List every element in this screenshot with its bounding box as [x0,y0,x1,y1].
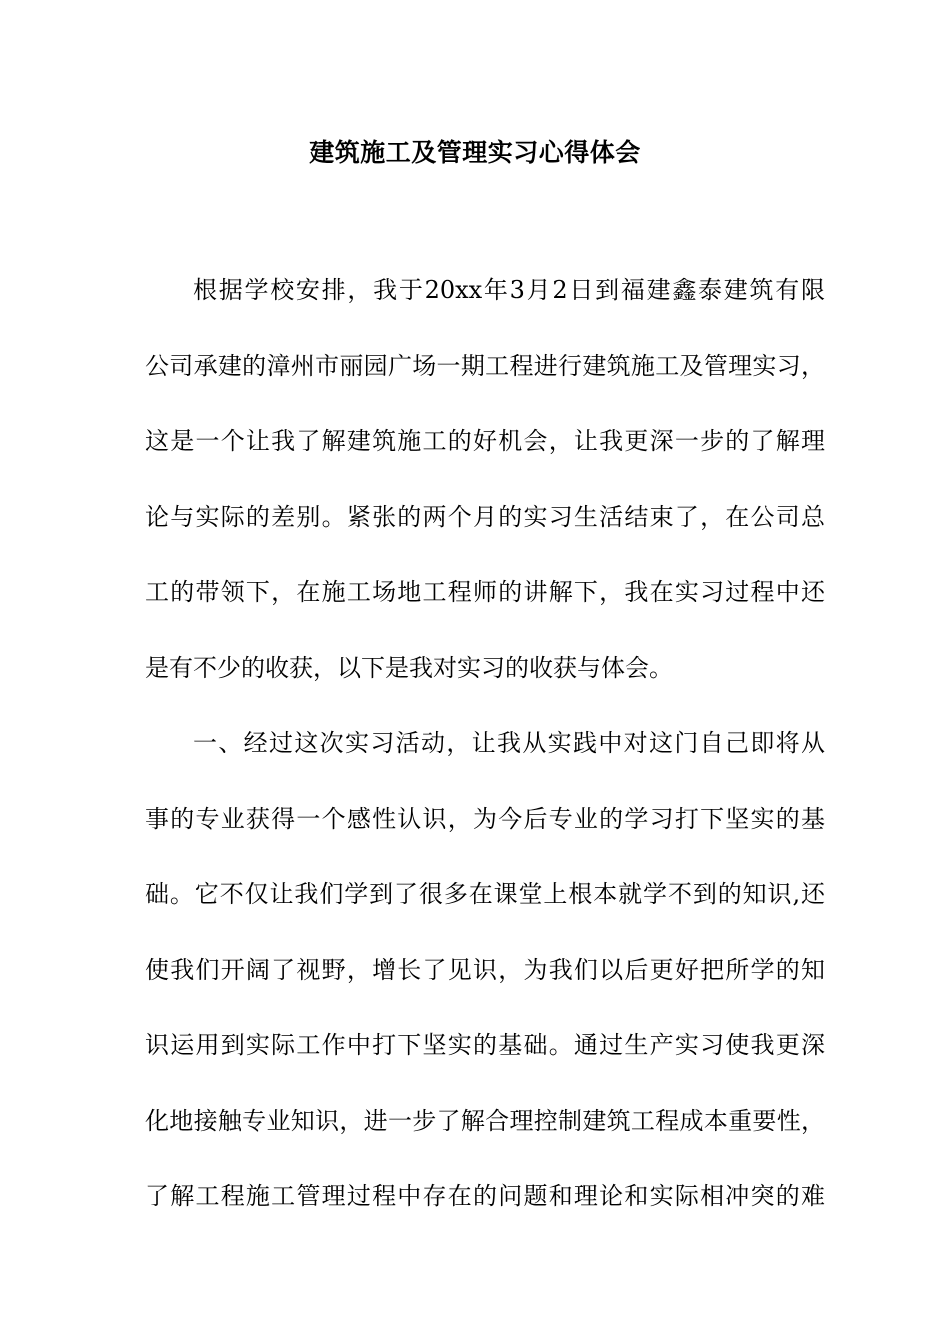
paragraph-line: 这是一个让我了解建筑施工的好机会，让我更深一步的了解理 [145,427,825,455]
paragraph-line: 使我们开阔了视野，增长了见识，为我们以后更好把所学的知 [145,955,825,984]
paragraph-line: 识运用到实际工作中打下坚实的基础。通过生产实习使我更深 [145,1031,825,1059]
paragraph-line: 础。它不仅让我们学到了很多在课堂上根本就学不到的知识,还 [145,880,825,908]
paragraph-line: 论与实际的差别。紧张的两个月的实习生活结束了，在公司总 [145,502,825,531]
document-body [145,253,825,1235]
paragraph-line: 化地接触专业知识，进一步了解合理控制建筑工程成本重要性， [145,1106,825,1135]
paragraph-line: 了解工程施工管理过程中存在的问题和理论和实际相冲突的难 [145,1182,825,1210]
paragraph-line: 是有不少的收获，以下是我对实习的收获与体会。 [145,653,673,682]
paragraph-line: 根据学校安排，我于20xx年3月2日到福建鑫泰建筑有限 [193,276,825,304]
paragraph-line: 一、经过这次实习活动，让我从实践中对这门自己即将从 [193,729,825,757]
paragraph-line: 事的专业获得一个感性认识，为今后专业的学习打下坚实的基 [145,804,825,833]
paragraph-line: 公司承建的漳州市丽园广场一期工程进行建筑施工及管理实习， [145,351,825,380]
paragraph-line: 工的带领下，在施工场地工程师的讲解下，我在实习过程中还 [145,578,825,606]
document-title: 建筑施工及管理实习心得体会 [309,138,641,167]
